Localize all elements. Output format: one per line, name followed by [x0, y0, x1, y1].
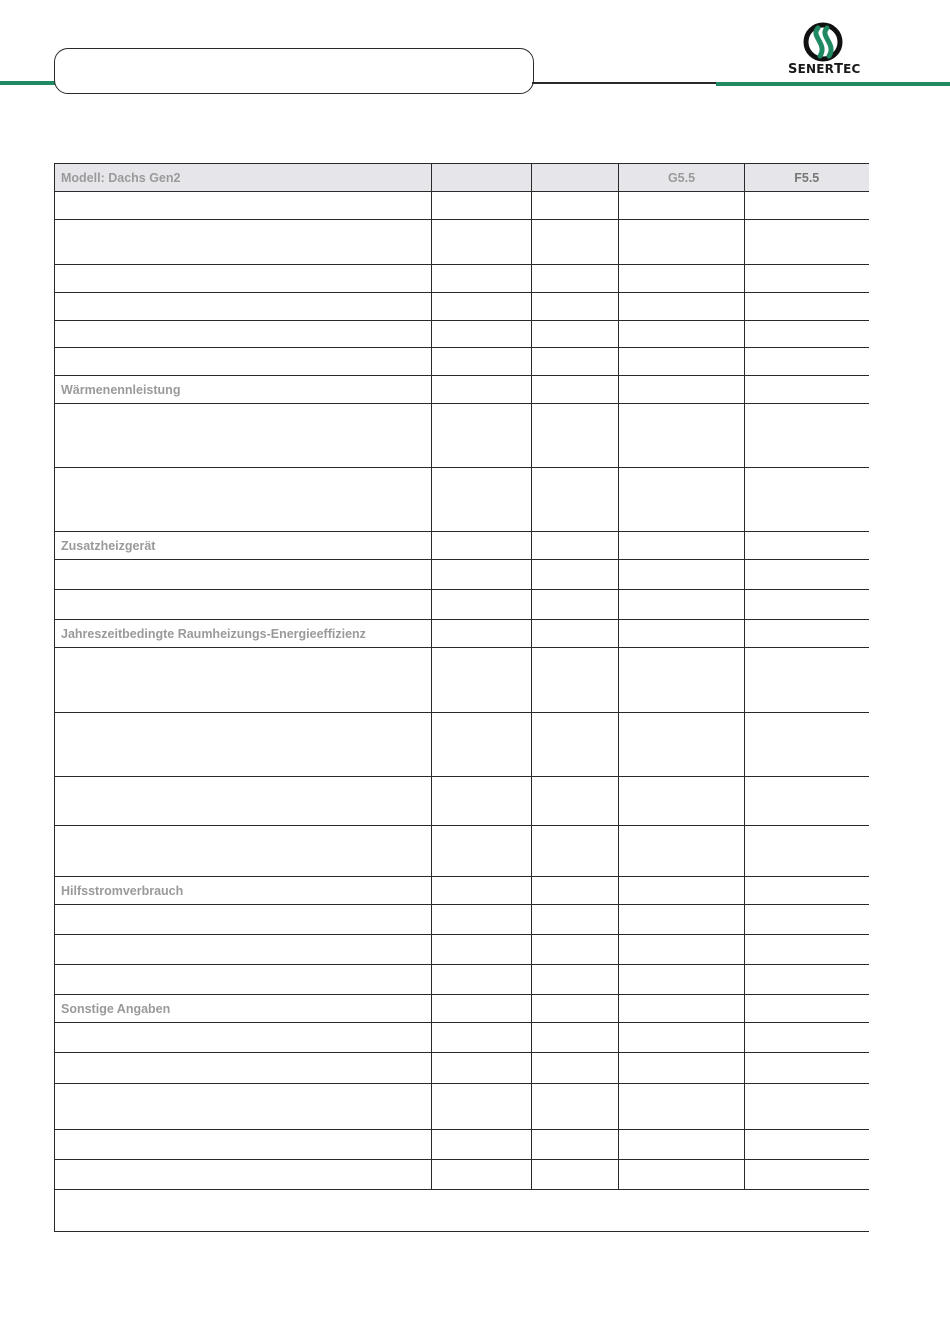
table-cell — [619, 905, 745, 935]
header-green-rule-left — [0, 81, 60, 85]
table-cell — [619, 220, 745, 265]
table-row — [55, 468, 869, 532]
table-cell — [619, 348, 745, 376]
table-cell — [619, 321, 745, 348]
table-cell — [432, 965, 532, 995]
row-label — [55, 648, 432, 713]
table-cell — [619, 265, 745, 293]
table-cell — [619, 995, 745, 1023]
section-label: Jahreszeitbedingte Raumheizungs-Energieeffizienz — [55, 620, 432, 648]
table-cell — [432, 995, 532, 1023]
table-cell — [532, 404, 619, 468]
table-cell — [619, 620, 745, 648]
table-row — [55, 404, 869, 468]
table-cell — [619, 1130, 745, 1160]
table-cell — [432, 348, 532, 376]
table-cell — [619, 404, 745, 468]
table-cell — [619, 1023, 745, 1053]
table-cell — [532, 1053, 619, 1084]
table-cell — [532, 935, 619, 965]
table-cell — [745, 376, 869, 404]
row-label — [55, 321, 432, 348]
header-col-3 — [532, 164, 619, 192]
table-row — [55, 713, 869, 777]
brand-wordmark: SENERTEC — [788, 62, 861, 77]
table-row — [55, 826, 869, 877]
table-cell — [619, 468, 745, 532]
table-cell — [432, 321, 532, 348]
row-label — [55, 1130, 432, 1160]
header-title-box — [54, 48, 534, 94]
table-cell — [745, 648, 869, 713]
table-cell — [619, 1160, 745, 1190]
row-label — [55, 1084, 432, 1130]
table-cell — [532, 826, 619, 877]
table-cell — [532, 468, 619, 532]
table-cell — [745, 995, 869, 1023]
table-cell — [532, 995, 619, 1023]
table-cell — [745, 265, 869, 293]
table-cell — [745, 560, 869, 590]
section-row — [55, 620, 869, 648]
table-row — [55, 321, 869, 348]
row-label — [55, 905, 432, 935]
table-cell — [532, 620, 619, 648]
row-label — [55, 965, 432, 995]
row-label — [55, 468, 432, 532]
section-row — [55, 532, 869, 560]
table-cell — [532, 348, 619, 376]
table-cell — [432, 777, 532, 826]
table-row — [55, 590, 869, 620]
row-label — [55, 713, 432, 777]
table-cell — [619, 877, 745, 905]
table-cell — [745, 1053, 869, 1084]
row-label — [55, 1023, 432, 1053]
table-row — [55, 265, 869, 293]
table-cell — [532, 192, 619, 220]
table-cell — [432, 620, 532, 648]
table-cell — [432, 468, 532, 532]
table-cell — [619, 590, 745, 620]
table-cell — [432, 1023, 532, 1053]
table-cell — [619, 826, 745, 877]
table-cell — [745, 321, 869, 348]
table-cell — [532, 590, 619, 620]
table-cell — [619, 560, 745, 590]
table-cell — [532, 265, 619, 293]
table-cell — [745, 965, 869, 995]
table-cell — [432, 905, 532, 935]
table-cell — [532, 1160, 619, 1190]
table-footer-cell — [55, 1190, 869, 1232]
table-cell — [745, 1084, 869, 1130]
table-cell — [619, 293, 745, 321]
table-cell — [432, 935, 532, 965]
table-cell — [532, 321, 619, 348]
table-cell — [532, 713, 619, 777]
table-cell — [432, 648, 532, 713]
section-label: Sonstige Angaben — [55, 995, 432, 1023]
table-cell — [619, 777, 745, 826]
table-row — [55, 1160, 869, 1190]
section-label: Wärmenennleistung — [55, 376, 432, 404]
table-cell — [745, 1130, 869, 1160]
row-label — [55, 590, 432, 620]
table-row — [55, 348, 869, 376]
header-green-rule-right — [716, 82, 950, 86]
row-label — [55, 777, 432, 826]
table-cell — [745, 293, 869, 321]
table-cell — [619, 1084, 745, 1130]
table-cell — [432, 1053, 532, 1084]
table-row — [55, 560, 869, 590]
section-label: Zusatzheizgerät — [55, 532, 432, 560]
table-cell — [432, 1084, 532, 1130]
table-cell — [432, 1160, 532, 1190]
table-cell — [745, 220, 869, 265]
table-row — [55, 1023, 869, 1053]
row-label — [55, 935, 432, 965]
table-cell — [745, 1023, 869, 1053]
header-f55: F5.5 — [745, 164, 869, 192]
table-cell — [432, 713, 532, 777]
table-cell — [745, 590, 869, 620]
table-cell — [532, 560, 619, 590]
table-cell — [432, 265, 532, 293]
table-cell — [432, 404, 532, 468]
table-footer-row — [55, 1190, 869, 1232]
table-cell — [532, 905, 619, 935]
table-cell — [532, 376, 619, 404]
table-row — [55, 293, 869, 321]
product-data-table — [54, 163, 869, 1232]
header-col-2 — [432, 164, 532, 192]
table-cell — [745, 348, 869, 376]
table-cell — [619, 935, 745, 965]
header-g55: G5.5 — [619, 164, 745, 192]
table-cell — [532, 1084, 619, 1130]
table-cell — [532, 220, 619, 265]
table-cell — [745, 826, 869, 877]
header-model: Modell: Dachs Gen2 — [55, 164, 432, 192]
table-header-row — [55, 164, 869, 192]
table-cell — [532, 1023, 619, 1053]
table-cell — [432, 826, 532, 877]
table-row — [55, 777, 869, 826]
table-cell — [745, 192, 869, 220]
table-row — [55, 1084, 869, 1130]
table-cell — [745, 877, 869, 905]
table-cell — [745, 532, 869, 560]
row-label — [55, 1053, 432, 1084]
row-label — [55, 404, 432, 468]
table-row — [55, 220, 869, 265]
table-cell — [532, 777, 619, 826]
row-label — [55, 192, 432, 220]
table-cell — [432, 192, 532, 220]
table-cell — [745, 713, 869, 777]
row-label — [55, 293, 432, 321]
section-label: Hilfsstromverbrauch — [55, 877, 432, 905]
section-row — [55, 376, 869, 404]
table-cell — [532, 877, 619, 905]
table-row — [55, 192, 869, 220]
table-cell — [532, 293, 619, 321]
table-cell — [432, 532, 532, 560]
table-cell — [432, 293, 532, 321]
table-cell — [432, 220, 532, 265]
row-label — [55, 220, 432, 265]
section-row — [55, 877, 869, 905]
table-cell — [745, 905, 869, 935]
section-row — [55, 995, 869, 1023]
table-cell — [745, 1160, 869, 1190]
table-row — [55, 965, 869, 995]
table-cell — [532, 965, 619, 995]
table-cell — [432, 560, 532, 590]
table-row — [55, 1130, 869, 1160]
table-cell — [619, 376, 745, 404]
table-cell — [532, 1130, 619, 1160]
table-cell — [619, 965, 745, 995]
row-label — [55, 348, 432, 376]
table-cell — [432, 877, 532, 905]
row-label — [55, 265, 432, 293]
header-thin-rule — [532, 82, 716, 84]
table-cell — [432, 376, 532, 404]
table-cell — [432, 1130, 532, 1160]
table-cell — [745, 620, 869, 648]
row-label — [55, 826, 432, 877]
table-cell — [532, 648, 619, 713]
table-cell — [619, 192, 745, 220]
table-cell — [619, 713, 745, 777]
table-cell — [745, 777, 869, 826]
table-row — [55, 1053, 869, 1084]
row-label — [55, 1160, 432, 1190]
table-cell — [745, 404, 869, 468]
table-cell — [619, 532, 745, 560]
table-cell — [619, 1053, 745, 1084]
table-row — [55, 905, 869, 935]
table-row — [55, 935, 869, 965]
table-row — [55, 648, 869, 713]
table-cell — [432, 590, 532, 620]
table-cell — [619, 648, 745, 713]
table-cell — [745, 468, 869, 532]
table-cell — [745, 935, 869, 965]
row-label — [55, 560, 432, 590]
table-cell — [532, 532, 619, 560]
